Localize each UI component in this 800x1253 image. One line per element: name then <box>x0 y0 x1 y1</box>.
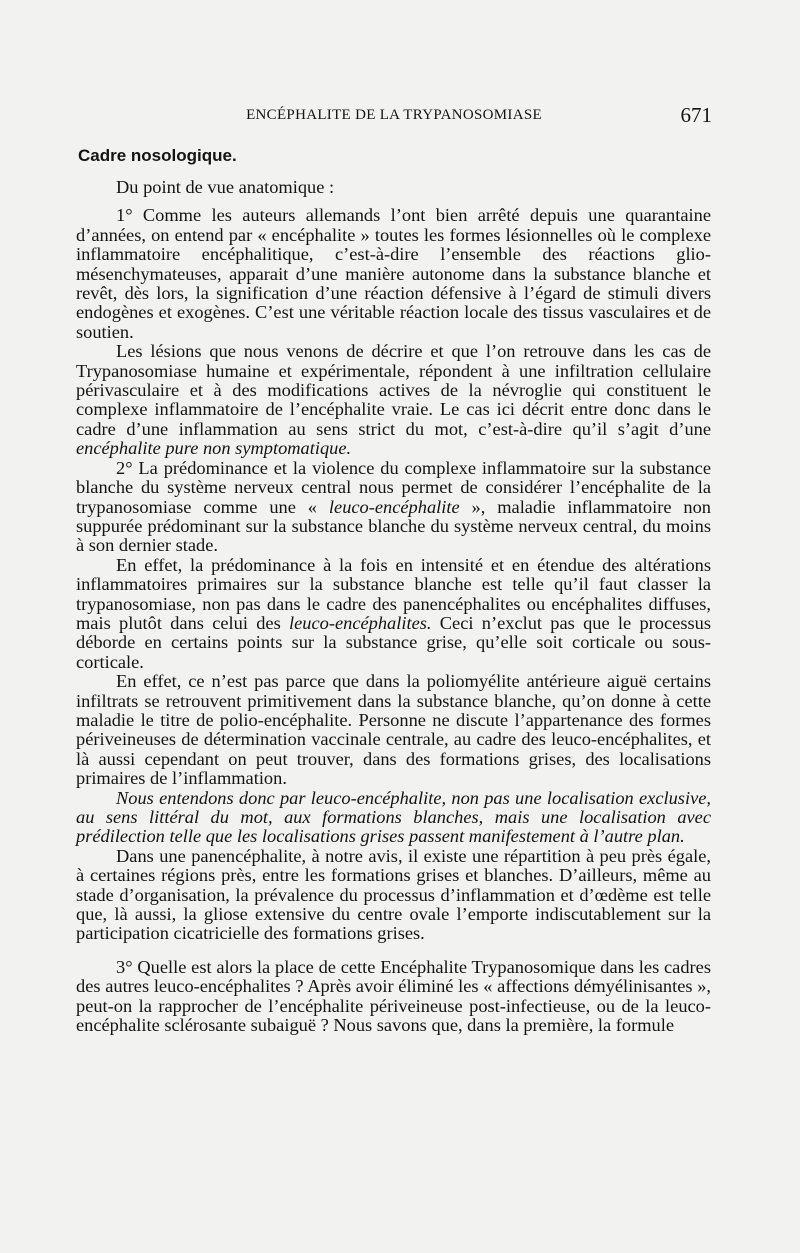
paragraph-1: 1° Comme les auteurs allemands l’ont bien arrêté depuis une quarantaine d’années, on entend par « encéphalite » toutes les formes lésionnelles où le complexe inflammatoire encéphalitique, c’est-à-dire l’ensemble des réactions glio-mésenchymateuses, apparait d’une manière autonome dans la substance blanche et revêt, dès lors, la signification d’une réaction défensive à l’égard de stimuli divers endogènes et exogènes. C’est une véritable réaction locale des tissus vasculaires et de soutien. <box>76 205 711 342</box>
paragraph-4-italic: leuco-encéphalites. <box>289 612 432 633</box>
running-head-title: ENCÉPHALITE DE LA TRYPANOSOMIASE <box>246 107 542 123</box>
paragraph-3-text: 2° La prédominance et la violence du complexe inflammatoire sur la substance blanche du système nerveux central nous permet de considérer l’encéphalite de la trypanosomiase comme une « <box>76 457 711 517</box>
paragraph-8: 3° Quelle est alors la place de cette Encéphalite Trypanosomique dans les cadres des autres leuco-encéphalites ? Après avoir éliminé les « affections démyélinisantes », peut-on la rapprocher de l’encéphalite périveineuse post-infectieuse, ou de la leuco-encéphalite sclérosante subaiguë ? Nous savons que, dans la première, la formule <box>76 956 711 1036</box>
page-number: 671 <box>680 103 712 127</box>
paragraph-2-text: Les lésions que nous venons de décrire et que l’on retrouve dans les cas de Trypanosomiase humaine et expérimentale, répondent à une infiltration cellulaire périvasculaire et à des modifications actives de la névroglie qui constituent le complexe inflammatoire de l’encéphalite vraie. Le cas ici décrit entre donc dans le cadre d’une inflammation au sens strict du mot, c’est-à-dire qu’il s’agit d’une <box>76 341 711 439</box>
body-text <box>76 178 711 1035</box>
paragraph-6-italic: Nous entendons donc par leuco-encéphalite, non pas une localisation exclusive, au sens littéral du mot, aux formations blanches, mais une localisation avec prédilection telle que les localisations grises passent manifestement à l’autre plan. <box>76 787 711 847</box>
paragraph-4-text-end: Ceci n’exclut pas que le processus déborde en certains points sur la substance grise, qu’elle soit corticale ou sous-corticale. <box>76 612 711 672</box>
paragraph-4 <box>76 556 711 672</box>
paragraph-intro: Du point de vue anatomique : <box>116 177 335 197</box>
paragraph-4-text: En effet, la prédominance à la fois en intensité et en étendue des altérations inflammatoires primaires sur la substance blanche est telle qu’il faut classer la trypanosomiase, non pas dans le cadre des panencéphalites ou encéphalites diffuses, mais plutôt dans celui des <box>76 554 711 633</box>
paragraph-6 <box>76 789 711 847</box>
running-head <box>76 104 712 128</box>
paragraph-5: En effet, ce n’est pas parce que dans la poliomyélite antérieure aiguë certains infiltrats se retrouvent primitivement dans la substance blanche, qu’on donne à cette maladie le titre de polio-encéphalite. Personne ne discute l’appartenance des formes périveineuses de détermination vaccinale centrale, au cadre des leuco-encéphalites, et là aussi cependant on peut trouver, dans des formations grises, des localisations primaires de l’inflammation. <box>76 671 711 789</box>
paragraph-7: Dans une panencéphalite, à notre avis, il existe une répartition à peu près égale, à certaines régions près, entre les formations grises et blanches. D’ailleurs, même au stade d’organisation, la prévalence du processus d’inflammation et d’œdème est telle que, là aussi, la gliose extensive du centre ovale l’emporte indiscutablement sur la participation cicatricielle des formations grises. <box>76 845 711 944</box>
paragraph-2-italic: encéphalite pure non symptomatique. <box>76 438 352 459</box>
paragraph-3-text-end: », maladie inflammatoire non suppurée prédominant sur la substance blanche du système nerveux central, du moins à son dernier stade. <box>76 496 712 556</box>
paragraph-3 <box>76 459 711 556</box>
paragraph-2 <box>76 342 711 458</box>
paragraph-3-italic: leuco-encéphalite <box>328 496 460 517</box>
section-heading: Cadre nosologique. <box>78 146 237 165</box>
